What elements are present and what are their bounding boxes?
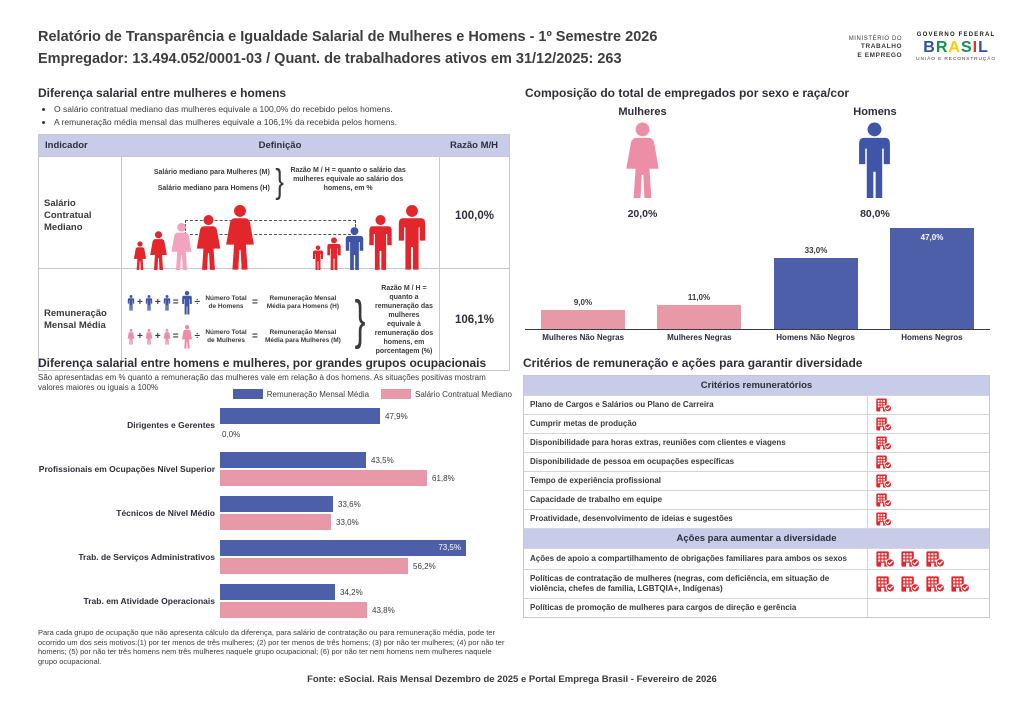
category-label: Mulheres Negras [667, 333, 732, 342]
bar-remuneracao [220, 452, 366, 468]
criteria-icon-cell [867, 472, 989, 490]
equation-line: + + = ÷ Número Total de Mulheres = Remuneração Mensal Média para Mulheres (M) [127, 325, 346, 349]
bar-value-label: 33,0% [336, 517, 359, 527]
equation-result: Remuneração Mensal Média para Mulheres (M) [264, 328, 341, 344]
bar [774, 258, 858, 329]
woman-icon [145, 329, 153, 345]
section-title: Diferença salarial entre homens e mulheres, por grandes grupos ocupacionais [38, 356, 487, 370]
section-criteria [523, 356, 990, 618]
women-label: Mulheres [618, 106, 667, 118]
bar-remuneracao [220, 584, 335, 600]
woman-icon [163, 329, 171, 345]
man-icon [326, 237, 342, 271]
indicator-table-header [39, 135, 509, 156]
criteria-label: Plano de Cargos e Salários ou Plano de Carreira [530, 400, 714, 409]
equation-divisor: Número Total de Homens [205, 294, 247, 310]
bar-value-label: 9,0% [573, 298, 593, 307]
equation-line: + + = ÷ Número Total de Homens = Remuneração Mensal Média para Homens (H) [127, 291, 346, 315]
criteria-row [524, 548, 989, 569]
equations [127, 291, 346, 349]
building-check-icon [901, 551, 920, 567]
building-check-icon [951, 576, 970, 592]
criteria-icon-cell [867, 453, 989, 471]
category-label: Homens Não Negros [776, 333, 855, 342]
figures-area [127, 203, 434, 271]
category-label: Dirigentes e Gerentes [127, 420, 215, 430]
definition-cell [121, 269, 439, 370]
ratio-value: 100,0% [439, 157, 509, 275]
women-percentage: 20,0% [627, 208, 658, 220]
median-label-women: Salário mediano para Mulheres (M) [153, 169, 270, 176]
report-title: Relatório de Transparência e Igualdade Salarial de Mulheres e Homens - 1º Semestre 2026 [38, 29, 658, 45]
median-labels [154, 163, 270, 197]
equation-divisor: Número Total de Mulheres [205, 328, 247, 344]
women-figures-group [133, 205, 256, 271]
criteria-row [524, 569, 989, 598]
bar-value-label: 56,2% [413, 561, 436, 571]
brand-letter: A [948, 39, 961, 56]
ministry-line2: TRABALHO [860, 43, 903, 51]
bar-salario [220, 514, 331, 530]
gov-logo-bottom: UNIÃO E RECONSTRUÇÃO [916, 57, 996, 62]
man-icon [181, 291, 193, 315]
woman-icon [224, 205, 256, 271]
ministry-line3: E EMPREGO [857, 51, 903, 59]
criteria-icon-cell [867, 599, 989, 617]
legend-item-salario [381, 389, 512, 399]
criteria-header-acoes: Ações para aumentar a diversidade [524, 528, 989, 548]
legend-label: Salário Contratual Mediano [415, 389, 512, 399]
criteria-label: Disponibilidade de pessoa em ocupações específicas [530, 457, 735, 466]
bar-salario [220, 602, 367, 618]
criteria-icon-cell [867, 570, 989, 598]
col-header-razao: Razão M/H [449, 140, 499, 151]
criteria-row [524, 414, 989, 433]
chart-legend [233, 389, 512, 399]
criteria-label: Capacidade de trabalho em equipe [530, 495, 663, 504]
table-row-salario-mediano [39, 156, 509, 268]
legend-swatch-pink [381, 389, 411, 399]
criteria-row [524, 452, 989, 471]
equation-result: Remuneração Mensal Média para Homens (H) [266, 294, 339, 310]
men-label: Homens [853, 106, 897, 118]
occupational-bar-chart [38, 408, 514, 618]
criteria-row [524, 395, 989, 414]
legend-item-remuneracao [233, 389, 369, 399]
criteria-table [523, 375, 990, 618]
men-composition [853, 106, 896, 220]
report-subtitle: Empregador: 13.494.052/0001-03 / Quant. de trabalhadores ativos em 31/12/2025: 263 [38, 51, 622, 67]
chart-group [38, 496, 514, 530]
criteria-icon-cell [867, 491, 989, 509]
bar-value-label: 43,5% [371, 455, 394, 465]
bar-salario [220, 558, 408, 574]
bar-value-label: 11,0% [687, 293, 711, 302]
bar [657, 305, 741, 329]
ministry-line1: MINISTÉRIO DO [848, 35, 903, 42]
category-label: Trab. em Atividade Operacionais [83, 596, 215, 606]
woman-icon [149, 231, 168, 271]
criteria-icon-cell [867, 510, 989, 528]
bar-value-label: 47,9% [385, 411, 408, 421]
composition-categories [525, 333, 990, 342]
woman-icon [195, 215, 222, 271]
logos [849, 30, 996, 65]
brace-glyph: } [275, 163, 284, 201]
section-title: Critérios de remuneração e ações para garantir diversidade [523, 356, 863, 370]
table-row-remuneracao-media [39, 268, 509, 370]
brasil-logo [916, 40, 996, 55]
woman-icon [170, 223, 193, 271]
bar-remuneracao [220, 496, 333, 512]
woman-icon [624, 122, 661, 200]
women-composition [618, 106, 666, 220]
bar-value-label: 0,0% [222, 429, 241, 439]
men-figures-group [312, 205, 428, 271]
indicator-table [38, 134, 510, 371]
criteria-icon-cell [867, 415, 989, 433]
building-check-icon [876, 417, 892, 431]
ministry-logo [849, 35, 902, 61]
brand-letter: B [923, 39, 936, 56]
criteria-label: Políticas de contratação de mulheres (negras, com deficiência, em situação de violência, chefes de família, LGBTQIA+, Indígenas) [530, 574, 830, 593]
woman-icon [181, 325, 193, 349]
chart-subtitle: São apresentadas em % quanto a remuneração das mulheres vale em relação à dos homens. As situações positivas mostram valores maiores ou iguais a 100% [38, 373, 486, 392]
building-check-icon [876, 493, 892, 507]
building-check-icon [901, 576, 920, 592]
woman-icon [127, 329, 135, 345]
definition-top [127, 161, 434, 201]
bar-salario [220, 470, 427, 486]
bullet-item: • A remuneração média mensal das mulheres equivale a 106,1% da recebida pelos homens. [54, 117, 510, 127]
category-label: Trab. de Serviços Administrativos [78, 552, 215, 562]
criteria-icon-cell [867, 434, 989, 452]
brand-letter: S [960, 39, 973, 56]
brand-letter: L [978, 39, 989, 56]
man-icon [856, 122, 893, 205]
criteria-row [524, 433, 989, 452]
building-check-icon [926, 576, 945, 592]
criteria-icon-cell [867, 396, 989, 414]
criteria-label: Ações de apoio a compartilhamento de obrigações familiares para ambos os sexos [530, 554, 847, 563]
bar-remuneracao [220, 408, 380, 424]
bar-value-label: 33,0% [804, 246, 828, 255]
man-icon [312, 245, 324, 271]
woman-icon [133, 241, 147, 271]
indicator-label: Salário Contratual Mediano [44, 198, 92, 233]
criteria-rows [524, 395, 989, 528]
bar-value-label: 47,0% [920, 233, 944, 242]
ratio-value: 106,1% [439, 269, 509, 370]
indicator-label: Remuneração Mensal Média [44, 307, 107, 331]
chart-footnote: Para cada grupo de ocupação que não apresenta cálculo da diferença, para salário de contratação ou para remuneração média, pode ter ocorrido um dos seis motivos:(1) por ter menos de três mulheres; (2) por ter menos de três homens; (3) por não ter mulheres; (4) por não ter homens; (5) por não ter três homens nem três mulheres naquele grupo ocupacional; (6) por não ter nem homens nem mulheres naquele grupo ocupacional. [38, 628, 505, 666]
man-icon [856, 122, 893, 200]
brand-letter: R [935, 39, 949, 56]
bullet-item: • O salário contratual mediano das mulheres equivale a 100,0% do recebido pelos homens. [54, 104, 510, 114]
building-check-icon [876, 551, 895, 567]
building-check-icon [876, 455, 892, 469]
section-title: Diferença salarial entre mulheres e homens [38, 86, 287, 100]
gov-logo-top: GOVERNO FEDERAL [916, 32, 996, 38]
section-salary-difference [38, 86, 510, 371]
building-check-icon [876, 474, 892, 488]
criteria-label: Cumprir metas de produção [530, 419, 637, 428]
chart-group [38, 584, 514, 618]
bar-remuneracao [220, 540, 466, 556]
ratio-note: Razão M / H = quanto o salário das mulheres equivale ao salário dos homens, em % [290, 167, 406, 192]
criteria-header-remuneratorios: Critérios remuneratórios [524, 376, 989, 395]
report-header [38, 26, 657, 70]
man-icon [344, 227, 365, 271]
criteria-row [524, 471, 989, 490]
composition-bar-chart [525, 224, 990, 330]
chart-group [38, 408, 514, 442]
bar-value-label: 43,8% [372, 605, 395, 615]
col-header-indicador: Indicador [45, 140, 88, 151]
col-header-definicao: Definição [258, 140, 302, 151]
chart-group [38, 540, 514, 574]
chart-group [38, 452, 514, 486]
building-check-icon [876, 512, 892, 526]
brace-glyph: } [354, 289, 366, 350]
legend-label: Remuneração Mensal Média [266, 389, 370, 399]
category-label: Homens Negros [901, 333, 963, 342]
bar [541, 310, 625, 329]
bar-value-label: 34,2% [340, 587, 363, 597]
section-composition [525, 86, 990, 342]
median-label-men: Salário mediano para Homens (H) [157, 185, 270, 192]
legend-swatch-blue [233, 389, 263, 399]
salary-bullets [54, 104, 510, 127]
report-footer: Fonte: eSocial. Rais Mensal Dezembro de 2025 e Portal Emprega Brasil - Fevereiro de 2026 [307, 674, 717, 685]
man-icon [163, 295, 171, 311]
building-check-icon [926, 551, 945, 567]
section-title: Composição do total de empregados por sexo e raça/cor [525, 86, 850, 100]
criteria-label: Disponibilidade para horas extras, reuniões com clientes e viagens [530, 438, 786, 447]
criteria-icon-cell [867, 549, 989, 569]
definition-cell [121, 157, 439, 275]
bar-value-label: 73,5% [438, 543, 461, 552]
criteria-label: Proatividade, desenvolvimento de ideias e sugestões [530, 514, 733, 523]
man-icon [396, 205, 428, 271]
composition-icons [525, 106, 990, 220]
ratio-note: Razão M / H = quanto a remuneração das mulheres equivale à remuneração dos homens, em porcentagem (%) [374, 284, 434, 355]
bar [890, 228, 974, 329]
building-check-icon [876, 576, 895, 592]
man-icon [367, 215, 394, 271]
men-percentage: 80,0% [860, 208, 890, 220]
building-check-icon [876, 398, 892, 412]
bar-value-label: 33,6% [338, 499, 361, 509]
category-label: Técnicos de Nível Médio [116, 508, 215, 518]
criteria-row [524, 509, 989, 528]
criteria-label: Tempo de experiência profissional [530, 476, 661, 485]
bar-value-label: 61,8% [432, 473, 455, 483]
section-occupational [38, 356, 514, 666]
criteria-row [524, 490, 989, 509]
man-icon [145, 295, 153, 311]
gov-federal-logo [916, 30, 996, 65]
woman-icon [624, 122, 661, 205]
criteria-row [524, 598, 989, 617]
man-icon [127, 295, 135, 311]
criteria-label: Políticas de promoção de mulheres para cargos de direção e gerência [530, 603, 797, 612]
category-label: Mulheres Não Negras [542, 333, 625, 342]
brand-letter: I [972, 39, 979, 56]
actions-rows [524, 548, 989, 617]
building-check-icon [876, 436, 892, 450]
category-label: Profissionais em Ocupações Nível Superior [38, 464, 215, 474]
